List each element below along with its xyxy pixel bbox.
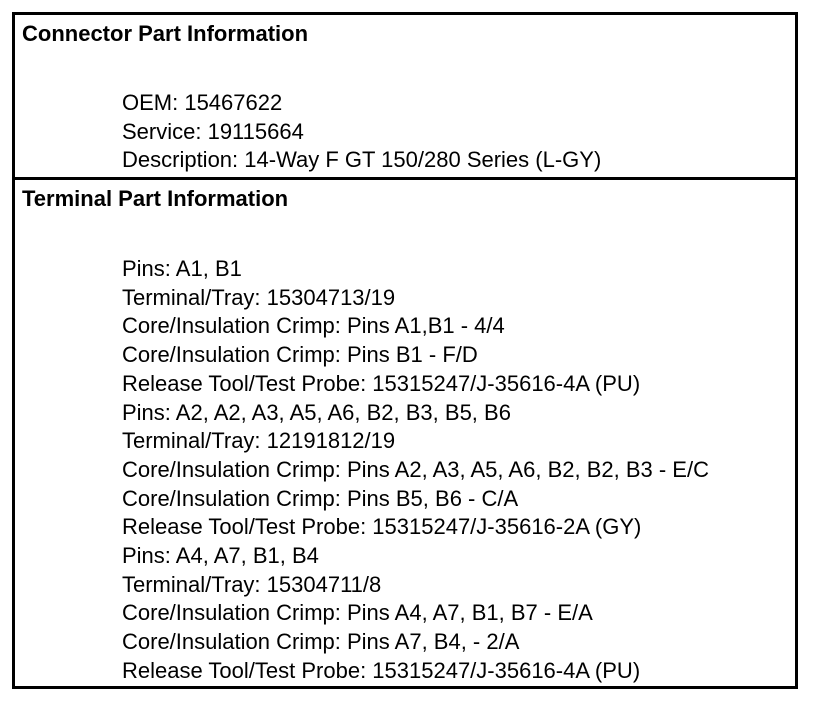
terminal-line: Core/Insulation Crimp: Pins A1,B1 - 4/4 (122, 313, 505, 339)
terminal-line: Pins: A1, B1 (122, 256, 242, 281)
terminal-line: Core/Insulation Crimp: Pins A7, B4, - 2/A (122, 629, 520, 655)
part-information-table (12, 12, 798, 689)
terminal-line: Core/Insulation Crimp: Pins A4, A7, B1, B7 - E/A (122, 600, 593, 626)
connector-line-description: Description: 14-Way F GT 150/280 Series (L-GY) (122, 147, 602, 173)
terminal-line: Terminal/Tray: 15304711/8 (122, 571, 382, 597)
terminal-line: Core/Insulation Crimp: Pins A2, A3, A5, A6, B2, B2, B3 - E/C (122, 456, 709, 482)
connector-part-heading: Connector Part Information (22, 21, 309, 46)
terminal-line: Pins: A2, A2, A3, A5, A6, B2, B3, B5, B6 (122, 399, 511, 425)
terminal-line: Release Tool/Test Probe: 15315247/J-35616-4A (PU) (122, 370, 641, 396)
terminal-line: Pins: A4, A7, B1, B4 (122, 543, 319, 569)
terminal-line: Core/Insulation Crimp: Pins B1 - F/D (122, 342, 478, 368)
connector-part-lines (122, 89, 601, 175)
connector-line-oem: OEM: 15467622 (122, 90, 283, 115)
terminal-part-section (15, 180, 795, 686)
terminal-line: Terminal/Tray: 12191812/19 (122, 428, 396, 454)
terminal-line: Core/Insulation Crimp: Pins B5, B6 - C/A (122, 485, 519, 511)
terminal-line: Terminal/Tray: 15304713/19 (122, 284, 396, 310)
connector-part-section (15, 15, 795, 180)
connector-line-service: Service: 19115664 (122, 118, 304, 144)
terminal-part-heading: Terminal Part Information (22, 186, 289, 211)
terminal-line: Release Tool/Test Probe: 15315247/J-35616-2A (GY) (122, 514, 642, 540)
terminal-part-lines (122, 255, 709, 686)
terminal-line: Release Tool/Test Probe: 15315247/J-35616-4A (PU) (122, 657, 641, 683)
